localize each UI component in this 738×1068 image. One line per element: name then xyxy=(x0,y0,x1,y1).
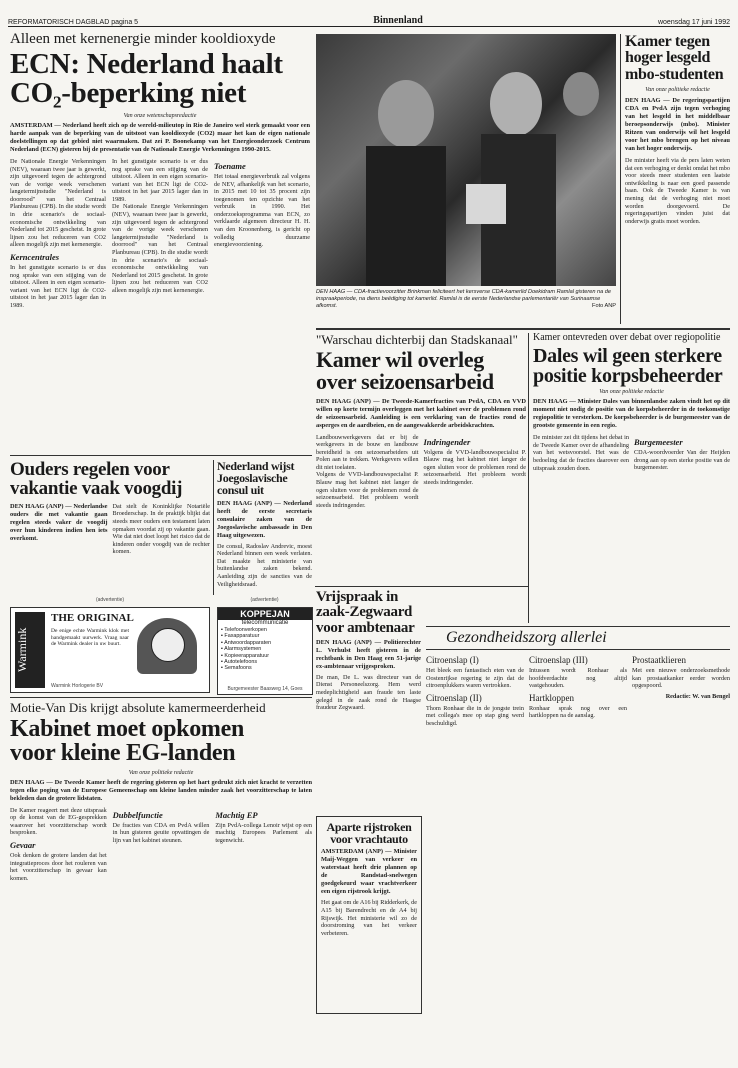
ecn-sub-kerncentrales: Kerncentrales xyxy=(10,252,60,263)
kamer-byline: Van onze politieke redactie xyxy=(645,86,710,93)
column-rule-3 xyxy=(213,460,214,595)
consul-body: De consul, Radoslav Andrevic, moest Nederland binnen een week verlaten. Dat maakte het ministerie van buitenlandse zaken bekend. Aanleiding zijn de sancties van de Veiligheidsraad. xyxy=(217,542,312,588)
gez-body-4: Ronhaar sprak nog over een hartkloppen na de aanslag. xyxy=(529,704,627,720)
gez-body-1: Het bleek een fantastisch eten van de Oostenrijkse regering te zijn dat de citroenplukkers waren vertrokken. xyxy=(426,667,524,690)
column-rule xyxy=(620,34,621,324)
ecn-body-1: De Nationale Energie Verkenningen (NEV), waaraan twee jaar is gewerkt, zijn uitgevoerd tegen de achtergrond van de vorige week verschenen langetermijnstudie "Nederland is doorrood" van het Centraal Planbureau (CPB). In die studie wordt in drie scenario's de sociaal-economische ontwikkeling van Nederland tot 2015 geschetst. In grote lijnen zou het reduceren van CO2 alleen mogelijk zijn met kernenergie. xyxy=(10,157,106,249)
article-consul xyxy=(217,460,312,595)
article-ouders xyxy=(10,460,210,590)
article-aparte-rijstroken xyxy=(316,816,422,1014)
vandis-body-3: De fracties van CDA en PvdA willen in hun gisteren geuite opvattingen de lijn van het kabinet steunen. xyxy=(112,821,210,844)
kamer-body: De minister heeft via de pers laten weten dat een verhoging er denkt omdat het mbo voor steeds meer studenten een laatste ontwikkeling is naar een goed passende baan. Ook de Tweede Kamer is van mening dat de verhoging niet moet worden doorgevoerd. De regeringspartijen vinden juist dat onderwijs gratis moet worden. xyxy=(625,156,730,225)
section-rule-3 xyxy=(315,586,528,587)
column-rule-2 xyxy=(528,333,529,623)
ad-koppejan-item: ▪ Faxapparatuur xyxy=(221,633,260,640)
vrijspraak-lead: DEN HAAG (ANP) — Politierechter L. Verhulst heeft gisteren in de rechtbank in Den Haag een 51-jarige ex-ambtenaar vrijgesproken. xyxy=(316,638,421,670)
gez-body-3: Intussen wordt Ronhaar als hoofdverdachte nog altijd vastgehouden. xyxy=(529,667,627,690)
aparte-body: Het gaat om de A16 bij Ridderkerk, de A15 bij Barendrecht en de A4 bij Rijswijk. Het ministerie wil zo de doorstroming van het verkeer verbeteren. xyxy=(321,899,417,937)
main-photo xyxy=(316,34,616,286)
article-dales xyxy=(533,333,730,623)
seizoen-body-1b: Volgens de VVD-landbouwspecialist P. Blauw mag het kabinet niet langer de ogen sluiten voor de problemen rond de seizoensarbeid. Het probleem wordt steeds indringender. xyxy=(316,471,419,509)
seizoen-kicker: "Warschau dichterbij dan Stadskanaal" xyxy=(316,333,518,347)
section-rule-2 xyxy=(10,455,312,456)
photo-credit: Foto ANP xyxy=(592,303,616,309)
article-gezondheid xyxy=(426,652,730,1008)
photo-people-image xyxy=(316,34,616,286)
ouders-lead: DEN HAAG (ANP) — Nederlandse ouders die met vakantie gaan regelen steeds vaker de voogdij over hun kinderen indien hen iets overkomt. xyxy=(10,502,108,542)
ad-label-2: (advertentie) xyxy=(250,597,279,603)
masthead-date: woensdag 17 juni 1992 xyxy=(657,19,730,26)
vandis-body-1: De Kamer reageert met deze uitspraak op de komst van de EG-gesprekken waarover het voorzitterschap wordt besproken. xyxy=(10,806,107,837)
ad-label: (advertentie) xyxy=(95,597,125,603)
kamer-lead: DEN HAAG — De regeringspartijen CDA en PvdA zijn tegen verhoging van het lesgeld in het middelbaar beroepsonderwijs (mbo). Minister Ritzen van onderwijs wil het lesgeld voor het mbo brengen op het niveau van het hoger onderwijs. xyxy=(625,96,730,152)
ad-koppejan-tagline: telecommunicatie xyxy=(241,620,289,626)
gez-sub-4: Hartkloppen xyxy=(529,692,574,703)
vrijspraak-headline: Vrijspraak in zaak-Zegwaard voor ambtenaar xyxy=(316,590,415,636)
masthead-paper: REFORMATORISCH DAGBLAD pagina 5 xyxy=(8,19,139,26)
vandis-kicker: Motie-Van Dis krijgt absolute kamermeerderheid xyxy=(10,701,266,715)
ad-koppejan-name: KOPPEJAN xyxy=(218,608,312,620)
gez-sub-2: Citroenslap (II) xyxy=(426,692,482,703)
ad-koppejan-item: ▪ Antwoordapparaten xyxy=(221,639,272,646)
seizoen-headline: Kamer wil overleg over seizoensarbeid xyxy=(316,346,494,395)
gezondheid-banner xyxy=(426,626,730,650)
vandis-headline-1: Kabinet moet opkomen xyxy=(10,715,245,742)
ecn-headline-2: CO₂-beperking niet xyxy=(10,77,247,110)
article-kamer-lesgeld xyxy=(625,34,730,324)
ad-koppejan-item: ▪ Telefoonverkopen xyxy=(221,627,267,633)
kamer-headline: Kamer tegen hoger lesgeld mbo-studenten xyxy=(625,34,724,83)
ad-koppejan-item: ▪ Alarmsystemen xyxy=(221,646,262,653)
ouders-body: Dat stelt de Koninklijke Notariële Broederschap. In de praktijk blijkt dat steeds meer ouders een testament laten opmaken voordat zij op vakantie gaan. Wie dat niet doet loopt het risico dat de kinderen onder voogdij van de rechter komen. xyxy=(112,502,210,556)
ad-original-footer: Warmink Horlogerie BV xyxy=(51,683,104,689)
ouders-headline: Ouders regelen voor vakantie vaak voogdij xyxy=(10,460,183,500)
masthead-section: Binnenland xyxy=(373,15,423,26)
gezondheid-banner-title: Gezondheidszorg allerlei xyxy=(446,629,607,646)
ad-koppejan-item: ▪ Kopieerapparatuur xyxy=(221,652,270,659)
dales-headline: Dales wil geen sterkere positie korpsbeheerder xyxy=(533,344,723,387)
section-rule-4 xyxy=(10,697,312,698)
section-rule xyxy=(316,328,730,330)
consul-headline: Nederland wijst Joegoslavische consul uit xyxy=(217,460,295,498)
article-vandis xyxy=(10,701,312,1011)
gez-body-5: Met een nieuwe onderzoeksmethode kan prostaatkanker eerder worden opgespoord. xyxy=(632,667,730,690)
ad-koppejan-items xyxy=(218,626,312,673)
aparte-lead: AMSTERDAM (ANP) — Minister Maij-Weggen van verkeer en waterstaat heeft drie plannen op de Randstad-snelwegen goedgekeurd waar vrachtverkeer een eigen rijstrook krijgt. xyxy=(321,848,417,896)
ad-original-brand: THE ORIGINAL xyxy=(51,612,134,624)
seizoen-sub: Indringender xyxy=(423,436,471,447)
dales-body-2: CDA-woordvoerder Van der Heijden drong aan op een sterke positie van de burgemeester. xyxy=(634,449,730,472)
article-seizoensarbeid xyxy=(316,333,526,583)
main-photo-caption xyxy=(316,289,616,325)
gez-sub-3: Citroenslap (III) xyxy=(529,655,588,665)
dales-lead: DEN HAAG — Minister Dales van binnenlandse zaken vindt het op dit moment niet nodig de positie van de korpsbeheerder in de toekomstige regiopolitie te versterken. De korpsbeheerder is de burgemeester van de grootste gemeente in een regio. xyxy=(533,398,730,430)
vandis-body-4: Zijn PvdA-collega Lenoir wijst op een machtig Europees Parlement als tegenwicht. xyxy=(215,821,312,844)
ad-koppejan[interactable] xyxy=(217,607,313,695)
vandis-byline: Van onze politieke redactie xyxy=(128,769,194,776)
ecn-body-2: In het gunstigste scenario is er dus nog sprake van een stijging van de uitstoot. Alleen in een eigen scenario-variant van het ECN ligt de CO2-uitstoot in het jaar 2015 lager dan in 1989. xyxy=(10,264,106,309)
ad-koppejan-footer: Burgemeester Baasweg 14, Goes xyxy=(227,686,303,692)
ecn-headline-1: ECN: Nederland haalt xyxy=(10,47,283,80)
masthead xyxy=(8,8,730,27)
vandis-body-2: Ook denken de grotere landen dat het integratieproces door het rouleren van het voorzitterschap in gevaar kan komen. xyxy=(10,851,107,882)
ecn-body-3: Het totaal energieverbruik zal volgens de NEV, afhankelijk van het scenario, in 2015 met 10 tot 35 procent zijn toegenomen ten opzichte van het verbruik in 1990. Het onderzoeksprogramma van ECN, zo verklaarde algemeen directeur H. H. van den Kroonenberg, is gericht op volledig duurzame energievoorziening. xyxy=(214,172,310,249)
ad-original-logo: Warmink xyxy=(15,612,45,688)
ecn-lead: AMSTERDAM — Nederland heeft zich op de wereld-milieutop in Rio de Janeiro wel sterk gemaakt voor een harde aanpak van de beperking van de uitstoot van kooldioxyde (CO2) maar het kan de eigen nationale doelstellingen op dat gebied niet waarmaken. Dat zei P. Boonekamp van het Energieonderzoek Centrum Nederland (ECN) gisteren bij de presentatie van de Nationale Energie Verkenningen 1990-2015. xyxy=(10,121,310,153)
clock-face-icon xyxy=(151,628,185,662)
ecn-kicker: Alleen met kernenergie minder kooldioxyde xyxy=(10,32,276,47)
gez-credit: Redactie: W. van Bengel xyxy=(665,692,730,700)
vandis-sub-1: Gevaar xyxy=(10,839,36,850)
dales-kicker: Kamer ontevreden over debat over regiopolitie xyxy=(533,333,721,343)
photo-caption: DEN HAAG — CDA-fractievoorzitter Brinkman feliciteert het kersverse CDA-kamerlid Doekidram Ramlal gisteren na de inspraakperiode, na diens beëdiging tot kamerlid. Ramlal is de eerste Nederlandse parlementariër van Surinaamse afkomst. xyxy=(316,289,612,309)
ad-the-original[interactable] xyxy=(10,607,210,693)
ad-koppejan-item: ▪ Autotelefoons xyxy=(221,659,258,666)
gez-sub-5: Prostaatklieren xyxy=(632,655,686,665)
ad-koppejan-item: ▪ Semafoons xyxy=(221,665,252,672)
vandis-headline-2: voor kleine EG-landen xyxy=(10,740,236,767)
vrijspraak-body: De man, De L. was directeur van de Dienst Personeelszorg. Hem werd medeplichtigheid aan fraude ten laste gelegd in de zaak rond de Haagse fraudeur Zegwaard. xyxy=(316,673,421,712)
vandis-sub-2: Dubbelfunctie xyxy=(112,809,163,820)
aparte-headline: Aparte rijstroken voor vrachtauto xyxy=(326,820,412,847)
gez-sub-1: Citroenslap (I) xyxy=(426,655,479,665)
seizoen-body-2: Volgens de VVD-landbouwspecialist P. Blauw mag het kabinet niet langer de ogen sluiten voor de problemen rond de seizoensarbeid. Het probleem wordt steeds indringender. xyxy=(423,448,526,486)
seizoen-lead: DEN HAAG (ANP) — De Tweede-Kamerfracties van PvdA, CDA en VVD willen op korte termijn overleggen met het kabinet over de problemen rond de seizoensarbeid. Aanleiding is een verklaring van de fracties rond de asperges en de aardbeien, en de aangewakkerde arbeidskrachten. xyxy=(316,397,526,429)
article-ecn xyxy=(10,32,310,452)
dales-byline: Van onze politieke redactie xyxy=(599,389,664,396)
vandis-sub-3: Machtig EP xyxy=(215,809,258,820)
ecn-sub-toename: Toename xyxy=(214,160,246,171)
article-vrijspraak xyxy=(316,590,421,810)
dales-sub: Burgemeester xyxy=(634,437,683,448)
gez-body-2: Thom Ronhaar die in de jongste trein met collega's mee op stap ging werd beschuldigd. xyxy=(426,704,524,727)
clock-image xyxy=(137,618,197,674)
consul-lead: DEN HAAG (ANP) — Nederland heeft de eerste secretaris consulaire zaken van de Joegoslavische ambassade in Den Haag uitgewezen. xyxy=(217,499,312,539)
ad-original-text: De enige echte Warmink klok met handgemaakt uurwerk. Vraag naar de Warmink dealer in uw buurt. xyxy=(51,628,129,647)
ecn-body-1b: De Nationale Energie Verkenningen (NEV), waaraan twee jaar is gewerkt, zijn uitgevoerd tegen de achtergrond van de vorige week verschenen langetermijnstudie "Nederland is doorrood" van het Centraal Planbureau (CPB). In die studie wordt in drie scenario's de sociaal-economische ontwikkeling van Nederland tot 2015 geschetst. In grote lijnen zou het reduceren van CO2 alleen mogelijk zijn met kernenergie. xyxy=(112,203,208,294)
vandis-lead: DEN HAAG — De Tweede Kamer heeft de regering gisteren op het hart gedrukt zich niet kracht te verzetten tegen elke poging van de Europese Gemeenschap om kleine landen minder zaak het voorzitterschap te laten bekleden dan de grotere lidstaten. xyxy=(10,778,312,802)
ecn-body-2b: In het gunstigste scenario is er dus nog sprake van een stijging van de uitstoot. Alleen in een eigen scenario-variant van het ECN ligt de CO2-uitstoot in het jaar 2015 lager dan in 1989. xyxy=(112,157,208,203)
ecn-byline: Van onze wetenschapsredactie xyxy=(123,112,197,119)
seizoen-body-1: Landbouwwerkgevers dat er bij de werkgevers in de bouw en landbouw bereidheid is om seizoenarbeiders uit Polen aan te trekken. Werkgevers willen dit niet toelaten. xyxy=(316,433,419,471)
dales-body: De minister zei dit tijdens het debat in de Tweede Kamer over de afhandeling van het wetsvoorstel. Het was de bedoeling dat de fracties daarover een uitspraak zouden doen. xyxy=(533,434,629,472)
